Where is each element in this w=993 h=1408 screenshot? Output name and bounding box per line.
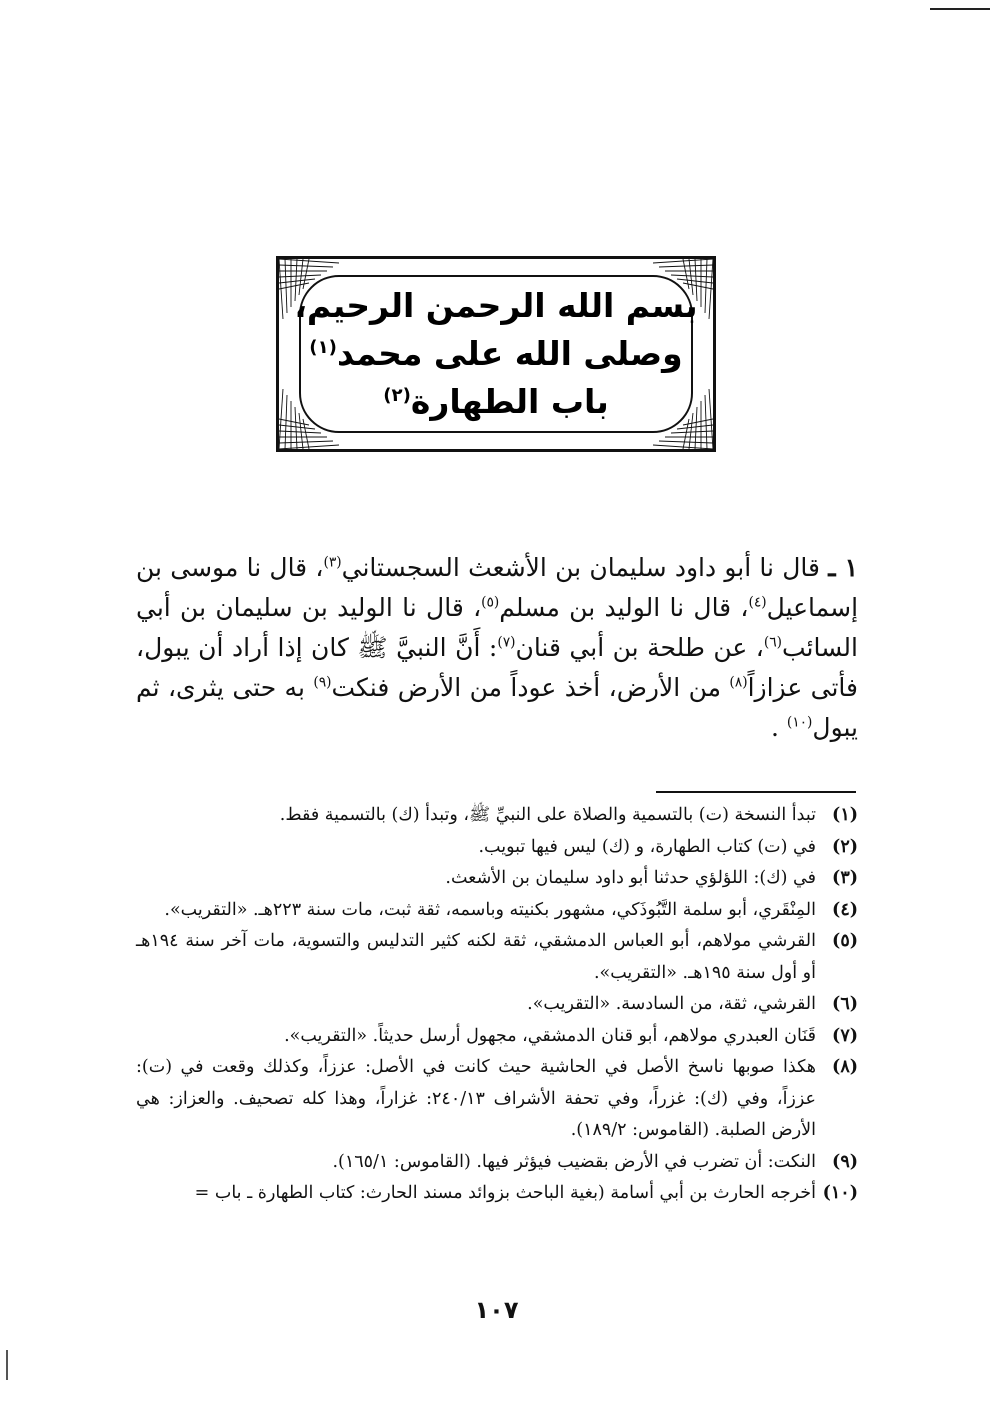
salat-line [309,330,682,378]
footnote-text: هكذا صوبها ناسخ الأصل في الحاشية حيث كانت في الأصل: عززاً، وكذلك وقعت في (ت): عززاً، وفي (ك): غزراً، وفي تحفة الأشراف ٢٤٠/١٣: غزاراً، وهذا كله تصحيف. والعزاز: هي الأرض الصلبة. (القاموس: ١٨٩/٢). [136,1057,816,1140]
footnote-5 [136,926,858,989]
salat-text: وصلى الله على محمد [336,334,683,373]
footnote-number: (٤) [832,899,858,920]
footnote-ref-2: (٢) [383,385,411,406]
footnote-number: (٨) [832,1057,858,1077]
hadith-number: ١ ـ [828,553,859,582]
hadith-text-part: من الأرض، أخذ عوداً من الأرض فنكت [331,673,730,702]
footnote-number: (٢) [832,836,858,857]
chapter-title: باب الطهارة [410,382,609,421]
footnote-ref-1: (١) [309,337,337,358]
footnote-text: قَنَان العبدري مولاهم، أبو قنان الدمشقي، مجهول أرسل حديثاً. «التقريب». [284,1025,816,1046]
footnote-text: في (ك): اللؤلؤي حدثنا أبو داود سليمان بن الأشعث. [445,868,816,888]
footnote-number: (١٠) [822,1183,858,1203]
footnote-number: (٩) [832,1151,858,1172]
hadith-text-part: ، قال نا الوليد بن سليمان بن أبي السائب [136,593,858,662]
footnote-text: القرشي مولاهم، أبو العباس الدمشقي، ثقة لكنه كثير التدليس والتسوية، مات آخر سنة ١٩٤هـ أو أول سنة ١٩٥هـ. «التقريب». [136,931,816,983]
footnote-ref-6: (٦) [763,634,782,651]
footnote-number: (٦) [832,994,858,1014]
footnote-ref-4: (٤) [748,594,767,611]
footnote-2 [136,832,858,864]
title-rounded-box [294,275,698,433]
footnote-text: أخرجه الحارث بن أبي أسامة (بغية الباحث بزوائد مسند الحارث: كتاب الطهارة ـ باب = [194,1183,816,1203]
footnote-ref-10: (١٠) [786,714,813,731]
hadith-text-part: به حتى يثرى، ثم يبول [136,673,858,742]
footnote-text: تبدأ النسخة (ت) بالتسمية والصلاة على النبيِّ ﷺ، وتبدأ (ك) بالتسمية فقط. [279,805,816,825]
footnote-text: المِنْقَري، أبو سلمة التَّبُوذَكي، مشهور بكنيته وباسمه، ثقة ثبت، مات سنة ٢٢٣هـ. «التقريب». [164,899,816,920]
hadith-text-part: : أَنَّ النبيَّ ﷺ كان إذا أراد أن يبول، فأتى عزازاً [136,633,858,702]
basmala-line [294,282,697,330]
footnote-text: القرشي، ثقة، من السادسة. «التقريب». [527,994,816,1014]
footnote-9 [136,1147,858,1179]
hadith-paragraph [136,548,858,748]
hadith-text-part: ، قال نا الوليد بن مسلم [499,593,749,622]
footnote-number: (٥) [832,931,858,951]
page-number: ١٠٧ [474,1296,519,1324]
footnote-4 [136,895,858,927]
footnote-ref-8: (٨) [729,674,748,691]
footnote-8 [136,1052,858,1147]
footnote-ref-7: (٧) [497,634,516,651]
footnote-ref-5: (٥) [481,594,500,611]
basmala-text: بسم الله الرحمن الرحيم، [294,286,698,325]
hadith-text-part: ، عن طلحة بن أبي قنان [515,633,764,662]
hadith-text-part: قال نا أبو داود سليمان بن الأشعث السجستاني [341,553,820,582]
title-ornamental-frame [276,256,716,452]
footnote-number: (١) [832,805,858,825]
footnote-6 [136,989,858,1021]
chapter-title-line [383,378,609,426]
footnote-number: (٣) [832,868,858,888]
footnote-ref-3: (٣) [323,554,342,571]
hadith-text-part: ، قال نا موسى بن إسماعيل [136,553,859,622]
footnote-3 [136,863,858,895]
footnote-text: في (ت) كتاب الطهارة، و (ك) ليس فيها تبويب. [478,836,816,857]
footnote-number: (٧) [832,1025,858,1046]
footnote-ref-9: (٩) [313,674,332,691]
footnote-7 [136,1021,858,1053]
footnote-separator [656,791,856,793]
hadith-text-part: . [770,713,787,742]
footnotes-list [136,800,858,1210]
footnote-1 [136,800,858,832]
footnote-text: النكت: أن تضرب في الأرض بقضيب فيؤثر فيها. (القاموس: ١٦٥/١). [332,1151,816,1172]
footnote-10 [136,1178,858,1210]
